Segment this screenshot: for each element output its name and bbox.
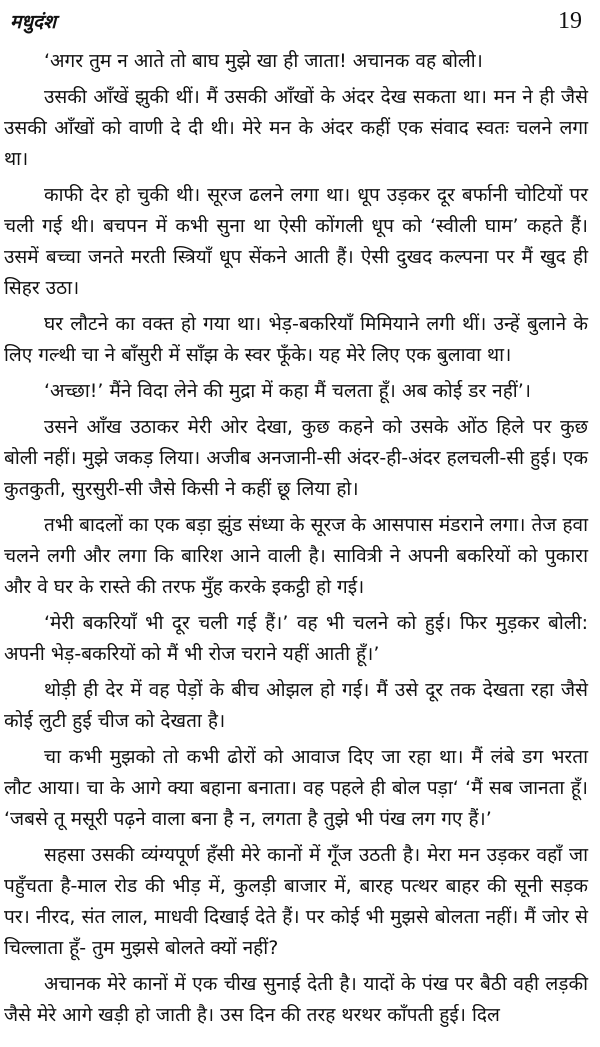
running-title: मधुदंश — [10, 11, 57, 33]
paragraph: सहसा उसकी व्यंग्यपूर्ण हँसी मेरे कानों में गूँज उठती है। मेरा मन उड़कर वहाँ जा पहुँचता है-माल रोड की भीड़ में, कुलड़ी बाजार में, बारह पत्थर बाहर की सूनी सड़क पर। नीरद, संत लाल, माधवी दिखाई देते हैं। पर कोई भी मुझसे बोलता नहीं। मैं जोर से चिल्लाता हूँ- तुम मुझसे बोलते क्यों नहीं? — [4, 844, 588, 959]
paragraph: चा कभी मुझको तो कभी ढोरों को आवाज दिए जा रहा था। मैं लंबे डग भरता लौट आया। चा के आगे क्या बहाना बनाता। वह पहले ही बोल पड़ा‘ ‘मैं सब जानता हूँ। ‘जबसे तू मसूरी पढ़ने वाला बना है न, लगता है तुझे भी पंख लग गए हैं।’ — [4, 746, 588, 830]
paragraph: अचानक मेरे कानों में एक चीख सुनाई देती है। यादों के पंख पर बैठी वही लड़की जैसे मेरे आगे खड़ी हो जाती है। उस दिन की तरह थरथर काँपती हुई। दिल — [4, 973, 588, 1026]
paragraph: थोड़ी ही देर में वह पेड़ों के बीच ओझल हो गई। मैं उसे दूर तक देखता रहा जैसे कोई लुटी हुई चीज को देखता है। — [4, 679, 588, 732]
page-header — [10, 8, 582, 42]
paragraph: उसने आँख उठाकर मेरी ओर देखा, कुछ कहने को उसके ओंठ हिले पर कुछ बोली नहीं। मुझे जकड़ लिया। अजीब अनजानी-सी अंदर-ही-अंदर हलचली-सी हुई। एक कुतकुती, सुरसुरी-सी जैसे किसी ने कहीं छू लिया हो। — [4, 416, 588, 500]
paragraph: ‘अच्छा!’ मैंने विदा लेने की मुद्रा में कहा मैं चलता हूँ। अब कोई डर नहीं’। — [44, 380, 531, 402]
page-number: 19 — [558, 8, 582, 34]
paragraph: उसकी आँखें झुकी थीं। मैं उसकी आँखों के अंदर देख सकता था। मन ने ही जैसे उसकी आँखों को वाणी दे दी थी। मेरे मन के अंदर कहीं एक संवाद स्वतः चलने लगा था। — [4, 86, 588, 170]
paragraph: ‘अगर तुम न आते तो बाघ मुझे खा ही जाता! अचानक वह बोली। — [44, 50, 483, 72]
paragraph: ‘मेरी बकरियाँ भी दूर चली गई हैं।’ वह भी चलने को हुई। फिर मुड़कर बोली: अपनी भेड़-बकरियों को मैं भी रोज चराने यहीं आती हूँ।’ — [4, 612, 588, 665]
paragraph: घर लौटने का वक्त हो गया था। भेड़-बकरियाँ मिमियाने लगी थीं। उन्हें बुलाने के लिए गल्थी चा ने बाँसुरी में साँझ के स्वर फूँके। यह मेरे लिए एक बुलावा था। — [4, 313, 588, 366]
paragraph: तभी बादलों का एक बड़ा झुंड संध्या के सूरज के आसपास मंडराने लगा। तेज हवा चलने लगी और लगा कि बारिश आने वाली है। सावित्री ने अपनी बकरियों को पुकारा और वे घर के रास्ते की तरफ मुँह करके इकट्ठी हो गई। — [4, 514, 589, 598]
page-body — [4, 46, 588, 1036]
paragraph: काफी देर हो चुकी थी। सूरज ढलने लगा था। धूप उड़कर दूर बर्फानी चोटियों पर चली गई थी। बचपन में कभी सुना था ऐसी कोंगली धूप को ‘स्वीली घाम’ कहते हैं। उसमें बच्चा जनते मरती स्त्रियाँ धूप सेंकने आती हैं। ऐसी दुखद कल्पना पर मैं खुद ही सिहर उठा। — [4, 184, 588, 299]
